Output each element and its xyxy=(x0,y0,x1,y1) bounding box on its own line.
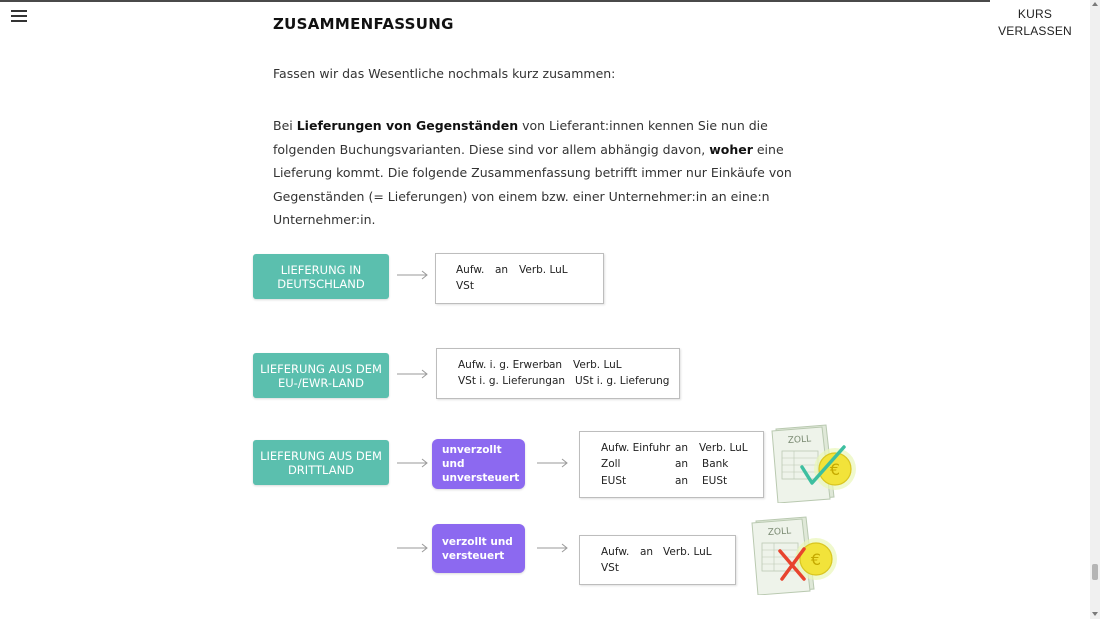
booking-cell: VSt xyxy=(601,562,619,574)
germany-label-line2: DEUTSCHLAND xyxy=(277,276,365,291)
top-divider xyxy=(0,0,990,2)
booking-cell: EUSt xyxy=(702,475,728,487)
category-eu xyxy=(253,353,389,398)
eu-label-line2: EU-/EWR-LAND xyxy=(277,375,364,390)
booking-box-third-unverzollt xyxy=(579,431,764,498)
paragraph-text-2: von Lieferant:innen kennen Sie nun die folgenden Buchungsvarianten. Diese sind vor allem abhängig davon, xyxy=(273,118,768,157)
arrow-icon xyxy=(397,369,429,379)
exit-label-line2: VERLASSEN xyxy=(998,24,1072,38)
customs-document-cross-icon xyxy=(750,515,840,595)
booking-cell: an xyxy=(675,442,689,454)
scroll-up-arrow-icon[interactable] xyxy=(1092,2,1098,6)
booking-cell: Aufw. xyxy=(456,264,485,276)
booking-cell: Verb. LuL xyxy=(663,546,712,558)
booking-cell: Bank xyxy=(702,458,729,470)
booking-cell: VSt xyxy=(456,280,474,292)
verzollt-label-line2: versteuert xyxy=(442,549,505,562)
booking-box-third-verzollt xyxy=(579,535,736,585)
eu-label-line1: LIEFERUNG AUS DEM xyxy=(260,361,382,376)
scrollbar-thumb[interactable] xyxy=(1092,564,1098,580)
page-title: ZUSAMMENFASSUNG xyxy=(273,15,454,33)
unverzollt-label-line1: unverzollt und xyxy=(442,444,502,470)
arrow-icon xyxy=(397,458,429,468)
verzollt-label-line1: verzollt und xyxy=(442,535,513,548)
option-unverzollt xyxy=(432,439,525,489)
arrow-icon xyxy=(537,543,569,553)
customs-document-check-icon xyxy=(770,423,860,503)
zoll-label: ZOLL xyxy=(767,526,792,538)
booking-box-eu xyxy=(436,348,680,399)
booking-cell: an xyxy=(675,458,689,470)
exit-label-line1: KURS xyxy=(1017,7,1053,21)
summary-paragraph xyxy=(273,114,833,232)
booking-cell: an xyxy=(549,359,563,371)
euro-symbol: € xyxy=(829,460,841,479)
booking-box-germany xyxy=(435,253,604,304)
booking-cell: Aufw. Einfuhr xyxy=(601,442,671,454)
third-label-line1: LIEFERUNG AUS DEM xyxy=(260,448,382,463)
paragraph-bold-1: Lieferungen von Gegenständen xyxy=(296,118,519,133)
booking-cell: an xyxy=(495,264,509,276)
booking-cell: VSt i. g. Lieferung xyxy=(458,375,552,387)
booking-cell: an xyxy=(675,475,689,487)
booking-cell: Aufw. i. g. Erwerb xyxy=(458,359,550,371)
arrow-icon xyxy=(397,543,429,553)
arrow-icon xyxy=(537,458,569,468)
booking-cell: Verb. LuL xyxy=(573,359,622,371)
menu-icon[interactable] xyxy=(11,10,27,22)
booking-cell: USt i. g. Lieferung xyxy=(575,375,670,387)
booking-cell: EUSt xyxy=(601,475,627,487)
option-verzollt xyxy=(432,524,525,573)
unverzollt-label-line2: unversteuert xyxy=(442,472,520,484)
arrow-icon xyxy=(397,270,429,280)
booking-cell: Zoll xyxy=(601,458,621,470)
exit-course-button[interactable] xyxy=(990,0,1080,50)
euro-symbol: € xyxy=(810,550,822,569)
intro-text: Fassen wir das Wesentliche nochmals kurz zusammen: xyxy=(273,66,616,81)
paragraph-bold-2: woher xyxy=(709,141,753,157)
germany-label-line1: LIEFERUNG IN xyxy=(280,262,362,277)
zoll-label: ZOLL xyxy=(787,434,812,446)
paragraph-text-1: Bei xyxy=(273,118,297,133)
scroll-down-arrow-icon[interactable] xyxy=(1092,612,1098,616)
booking-cell: an xyxy=(552,375,566,387)
booking-cell: Verb. LuL xyxy=(699,442,748,454)
category-third-country xyxy=(253,440,389,485)
third-label-line2: DRITTLAND xyxy=(287,462,355,477)
booking-cell: Aufw. xyxy=(601,546,630,558)
booking-cell: Verb. LuL xyxy=(519,264,568,276)
booking-cell: an xyxy=(640,546,654,558)
paragraph-text-3: eine Lieferung kommt. Die folgende Zusammenfassung betrifft immer nur Einkäufe von Gegenständen (= Lieferungen) von einem bzw. einer Unternehmer:in an eine:n Unternehmer:in. xyxy=(273,141,792,227)
scrollbar-track[interactable] xyxy=(1090,0,1100,619)
category-germany xyxy=(253,254,389,299)
